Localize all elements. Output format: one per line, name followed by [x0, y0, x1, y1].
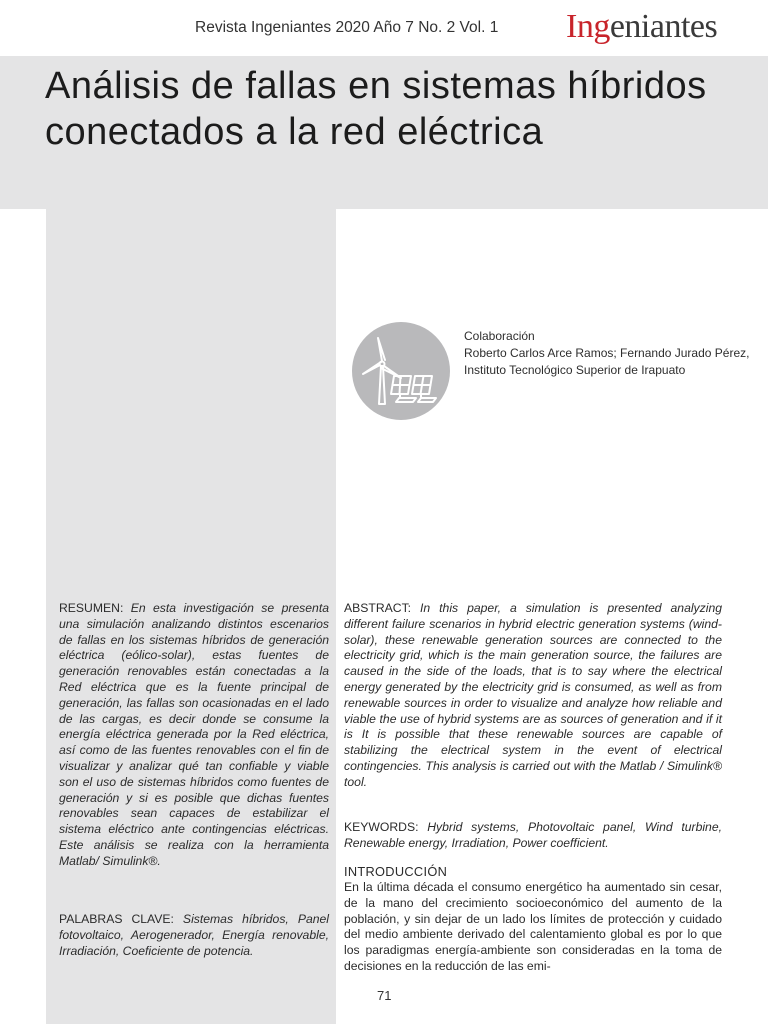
- abstract-text: In this paper, a simulation is presented analyzing different failure scenarios in hybrid electric generation systems (wind-solar), these renewable generation sources are connected to the electricity grid, which is the main generation source, the failures are caused in the side of the loads, that is to say where the electrical energy generated by the electricity grid is consumed, as well as from renewable sources in order to visualize and analyze how reliable and viable the use of hybrid systems are as sources of generation and if it is It is possible that these renewable sources are capable of stabilizing the electrical system in the event of electrical contingencies. This analysis is carried out with the Matlab / Simulink® tool.: [344, 601, 722, 789]
- abstract-label: ABSTRACT:: [344, 601, 412, 615]
- palabras-clave-label: PALABRAS CLAVE:: [59, 912, 174, 926]
- journal-logo: [566, 8, 717, 46]
- palabras-clave-text: Sistemas híbridos, Panel fotovoltaico, Aerogenerador, Energía renovable, Irradiación, Coeficiente de potencia.: [59, 912, 330, 958]
- wind-solar-icon: [352, 322, 450, 420]
- keywords-paragraph: [344, 820, 722, 852]
- introduccion-text: En la última década el consumo energético ha aumentado sin cesar, de la mano del crecimiento socioeconómico del aumento de la población, y sin dejar de un lado los límites de protección y cuidado del medio ambiente derivado del calentamiento global es por lo que los paradigmas energía-ambiente son consideradas en la toma de decisiones en la reducción de las emi-: [344, 880, 722, 973]
- journal-logo-suffix: eniantes: [609, 8, 718, 45]
- resumen-text: En esta investigación se presenta una simulación analizando distintos escenarios de fallas en los sistemas híbridos de generación eléctrica (eólico-solar), estas fuentes de generación renovables están conectadas a la Red eléctrica que es la fuente principal de generación, las fallas son ocasionadas en el lado de las cargas, es decir donde se consume la energía eléctrica generada por la Red eléctrica, así como de las fuentes renovables con el fin de visualizar y analizar qué tan confiable y viable son el uso de sistemas híbridos como fuentes de generación y si es posible que dichas fuentes renovables sean capaces de estabilizar el sistema eléctrico ante contingencias eléctricas. Este análisis se realiza con la herramienta Matlab/ Simulink®.: [59, 601, 329, 868]
- introduccion-heading: INTRODUCCIÓN: [344, 864, 448, 879]
- keywords-text: Hybrid systems, Photovoltaic panel, Wind turbine, Renewable energy, Irradiation, Power coefficient.: [344, 820, 722, 850]
- article-title: Análisis de fallas en sistemas híbridos conectados a la red eléctrica: [45, 65, 707, 153]
- authors-affiliation: Roberto Carlos Arce Ramos; Fernando Jurado Pérez, Instituto Tecnológico Superior de Irapuato: [464, 346, 750, 377]
- keywords-label: KEYWORDS:: [344, 820, 419, 834]
- abstract-paragraph: [344, 601, 722, 791]
- wind-turbine-solar-panel-graphic: [352, 322, 450, 420]
- page-number: 71: [377, 988, 392, 1003]
- palabras-clave-paragraph: [59, 912, 329, 959]
- journal-logo-prefix: Ing: [566, 8, 610, 45]
- resumen-paragraph: [59, 601, 329, 870]
- collaboration-label: Colaboración: [464, 329, 535, 343]
- journal-issue-line: Revista Ingeniantes 2020 Año 7 No. 2 Vol. 1: [195, 19, 499, 36]
- collaboration-block: [464, 328, 754, 379]
- resumen-label: RESUMEN:: [59, 601, 124, 615]
